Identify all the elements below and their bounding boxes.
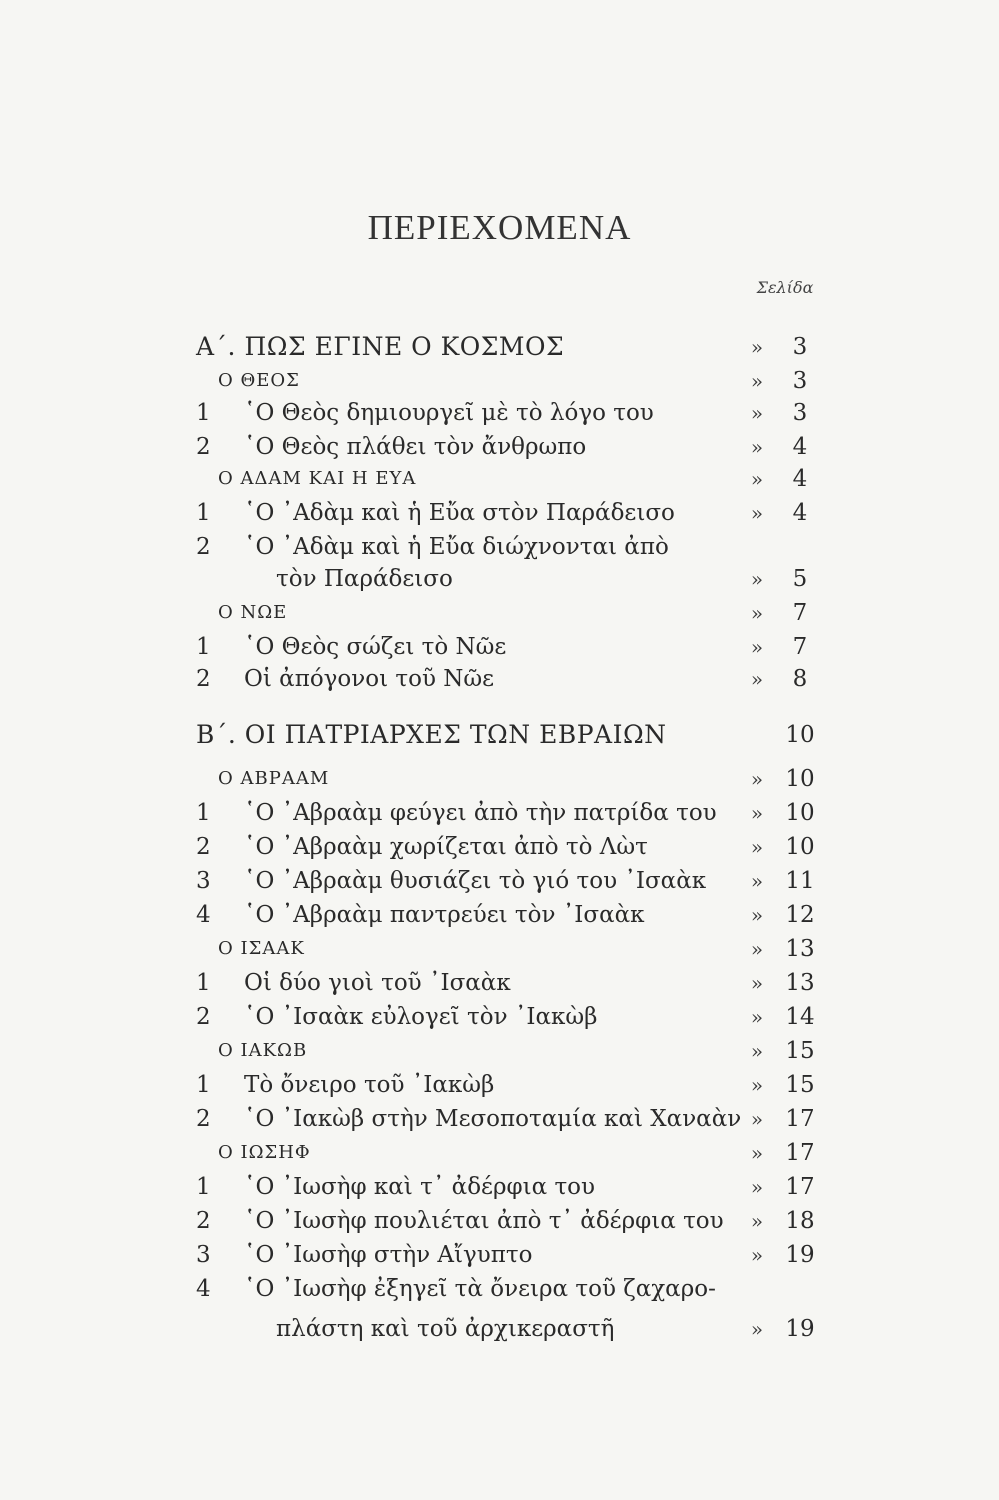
toc-item-title: ῾Ο ᾿Αβραὰμ παντρεύει τὸν ᾿Ισαὰκ <box>244 902 645 928</box>
toc-page-number: 3 <box>792 368 808 394</box>
toc-section-heading <box>0 462 999 496</box>
toc-section-heading <box>0 364 999 398</box>
toc-item-number: 2 <box>196 434 211 460</box>
toc-item <box>0 496 999 530</box>
toc-item-title: ῾Ο ᾿Ιωσὴφ στὴν Αἴγυπτο <box>244 1242 533 1268</box>
toc-item <box>0 898 999 932</box>
toc-item-title: Β΄. ΟΙ ΠΑΤΡΙΑΡΧΕΣ ΤΩΝ ΕΒΡΑΙΩΝ <box>196 720 667 749</box>
toc-page-number: 17 <box>785 1106 815 1132</box>
toc-item <box>0 430 999 464</box>
toc-page-number: 17 <box>785 1174 815 1200</box>
toc-page-number: 10 <box>785 800 815 826</box>
ditto-mark: » <box>750 635 764 659</box>
toc-item-number: 2 <box>196 1208 211 1234</box>
toc-item <box>0 1000 999 1034</box>
toc-item-number: 1 <box>196 970 211 996</box>
toc-item-title: Ο ΝΩΕ <box>218 602 288 623</box>
ditto-mark: » <box>750 369 764 393</box>
toc-page-number: 15 <box>785 1072 815 1098</box>
toc-item-number: 2 <box>196 1106 211 1132</box>
toc-chapter <box>0 718 999 752</box>
page-column-label: Σελίδα <box>756 278 814 297</box>
ditto-mark: » <box>750 1175 764 1199</box>
toc-item-number: 1 <box>196 634 211 660</box>
toc-section-heading <box>0 932 999 966</box>
toc-page-number: 4 <box>792 434 808 460</box>
toc-item <box>0 530 999 564</box>
toc-page-number: 11 <box>785 868 815 894</box>
toc-page-number: 10 <box>785 834 815 860</box>
toc-page-number: 10 <box>785 722 815 748</box>
ditto-mark: » <box>750 903 764 927</box>
toc-item-title: πλάστη καὶ τοῦ ἀρχικεραστῆ <box>276 1316 615 1342</box>
ditto-mark: » <box>750 937 764 961</box>
toc-section-heading <box>0 1136 999 1170</box>
toc-item <box>0 396 999 430</box>
toc-item-number: 4 <box>196 902 211 928</box>
ditto-mark: » <box>750 1141 764 1165</box>
ditto-mark: » <box>750 971 764 995</box>
ditto-mark: » <box>750 1073 764 1097</box>
toc-item <box>0 1272 999 1306</box>
ditto-mark: » <box>750 501 764 525</box>
toc-item-title: Ο ΑΒΡΑΑΜ <box>218 768 330 789</box>
toc-page-number: 5 <box>792 566 808 592</box>
ditto-mark: » <box>750 767 764 791</box>
ditto-mark: » <box>750 1317 764 1341</box>
ditto-mark: » <box>750 1209 764 1233</box>
toc-page-number: 3 <box>792 334 808 360</box>
toc-item <box>0 796 999 830</box>
toc-item-title: Οἱ ἀπόγονοι τοῦ Νῶε <box>244 666 495 692</box>
toc-page-number: 4 <box>792 500 808 526</box>
ditto-mark: » <box>750 667 764 691</box>
toc-item-title: ῾Ο Θεὸς σώζει τὸ Νῶε <box>244 634 507 660</box>
toc-page-number: 13 <box>785 970 815 996</box>
toc-item-number: 1 <box>196 1174 211 1200</box>
toc-page-number: 3 <box>792 400 808 426</box>
page-title: ΠΕΡΙΕΧΟΜΕΝΑ <box>367 208 632 247</box>
toc-chapter <box>0 330 999 364</box>
toc-item-title: ῾Ο ᾿Ιακὼβ στὴν Μεσοποταμία καὶ Χαναὰν <box>244 1106 742 1132</box>
toc-item-title: ῾Ο ᾿Ιωσὴφ καὶ τ᾿ ἀδέρφια του <box>244 1174 596 1200</box>
toc-item-title: ῾Ο Θεὸς δημιουργεῖ μὲ τὸ λόγο του <box>244 400 654 426</box>
toc-item-title: ῾Ο ᾿Αβραὰμ φεύγει ἀπὸ τὴν πατρίδα του <box>244 800 717 826</box>
toc-item-number: 2 <box>196 534 211 560</box>
toc-page-number: 10 <box>785 766 815 792</box>
toc-page-number: 7 <box>792 600 808 626</box>
toc-page-number: 8 <box>792 666 808 692</box>
toc-item-title: ῾Ο ᾿Ιωσὴφ ἐξηγεῖ τὰ ὄνειρα τοῦ ζαχαρο- <box>244 1276 716 1302</box>
toc-item-title: ῾Ο ᾿Ισαὰκ εὐλογεῖ τὸν ᾿Ιακὼβ <box>244 1004 598 1030</box>
toc-item <box>0 1170 999 1204</box>
toc-item-title: Ο ΙΣΑΑΚ <box>218 938 305 959</box>
toc-item-title: Τὸ ὄνειρο τοῦ ᾿Ιακὼβ <box>244 1072 495 1098</box>
toc-item-title: ῾Ο ᾿Αδὰμ καὶ ἡ Εὔα στὸν Παράδεισο <box>244 500 675 526</box>
toc-item-number: 2 <box>196 834 211 860</box>
toc-item <box>0 1102 999 1136</box>
toc-page-number: 4 <box>792 466 808 492</box>
toc-item <box>0 630 999 664</box>
toc-item-continuation <box>0 562 999 596</box>
toc-item-title: ῾Ο ᾿Αβραὰμ θυσιάζει τὸ γιό του ᾿Ισαὰκ <box>244 868 707 894</box>
toc-item <box>0 662 999 696</box>
toc-section-heading <box>0 762 999 796</box>
toc-item-title: ῾Ο ᾿Ιωσὴφ πουλιέται ἀπὸ τ᾿ ἀδέρφια του <box>244 1208 724 1234</box>
toc-item <box>0 1068 999 1102</box>
toc-page-number: 19 <box>785 1242 815 1268</box>
toc-item-title: ῾Ο ᾿Αδὰμ καὶ ἡ Εὔα διώχνονται ἀπὸ <box>244 534 669 560</box>
ditto-mark: » <box>750 435 764 459</box>
toc-item-title: Ο ΘΕΟΣ <box>218 370 300 391</box>
toc-page-number: 7 <box>792 634 808 660</box>
toc-page-number: 14 <box>785 1004 815 1030</box>
toc-page-number: 18 <box>785 1208 815 1234</box>
toc-item-title: Ο ΙΩΣΗΦ <box>218 1142 311 1163</box>
toc-item-title: τὸν Παράδεισο <box>276 566 453 592</box>
toc-item-number: 1 <box>196 1072 211 1098</box>
toc-item <box>0 830 999 864</box>
ditto-mark: » <box>750 1243 764 1267</box>
ditto-mark: » <box>750 467 764 491</box>
toc-item-title: Ο ΑΔΑΜ ΚΑΙ Η ΕΥΑ <box>218 468 417 489</box>
toc-item-title: Οἱ δύο γιοὶ τοῦ ᾿Ισαὰκ <box>244 970 511 996</box>
toc-item-number: 3 <box>196 1242 211 1268</box>
ditto-mark: » <box>750 869 764 893</box>
ditto-mark: » <box>750 567 764 591</box>
toc-item-number: 1 <box>196 400 211 426</box>
toc-item-title: Α΄. ΠΩΣ ΕΓΙΝΕ Ο ΚΟΣΜΟΣ <box>196 332 565 361</box>
ditto-mark: » <box>750 335 764 359</box>
toc-item-title: ῾Ο Θεὸς πλάθει τὸν ἄνθρωπο <box>244 434 587 460</box>
toc-item <box>0 1238 999 1272</box>
ditto-mark: » <box>750 1039 764 1063</box>
ditto-mark: » <box>750 835 764 859</box>
toc-item-number: 4 <box>196 1276 211 1302</box>
toc-item-number: 2 <box>196 666 211 692</box>
toc-item-number: 2 <box>196 1004 211 1030</box>
toc-item-number: 1 <box>196 500 211 526</box>
toc-item-title: Ο ΙΑΚΩΒ <box>218 1040 308 1061</box>
toc-item <box>0 966 999 1000</box>
toc-section-heading <box>0 596 999 630</box>
toc-item-continuation <box>0 1312 999 1346</box>
toc-item <box>0 864 999 898</box>
toc-item-title: ῾Ο ᾿Αβραὰμ χωρίζεται ἀπὸ τὸ Λὼτ <box>244 834 648 860</box>
toc-page-number: 13 <box>785 936 815 962</box>
ditto-mark: » <box>750 1005 764 1029</box>
ditto-mark: » <box>750 801 764 825</box>
ditto-mark: » <box>750 401 764 425</box>
toc-item-number: 3 <box>196 868 211 894</box>
ditto-mark: » <box>750 601 764 625</box>
toc-section-heading <box>0 1034 999 1068</box>
toc-page-number: 15 <box>785 1038 815 1064</box>
ditto-mark: » <box>750 1107 764 1131</box>
toc-page-number: 17 <box>785 1140 815 1166</box>
toc-item <box>0 1204 999 1238</box>
toc-page-number: 12 <box>785 902 815 928</box>
toc-item-number: 1 <box>196 800 211 826</box>
toc-page-number: 19 <box>785 1316 815 1342</box>
